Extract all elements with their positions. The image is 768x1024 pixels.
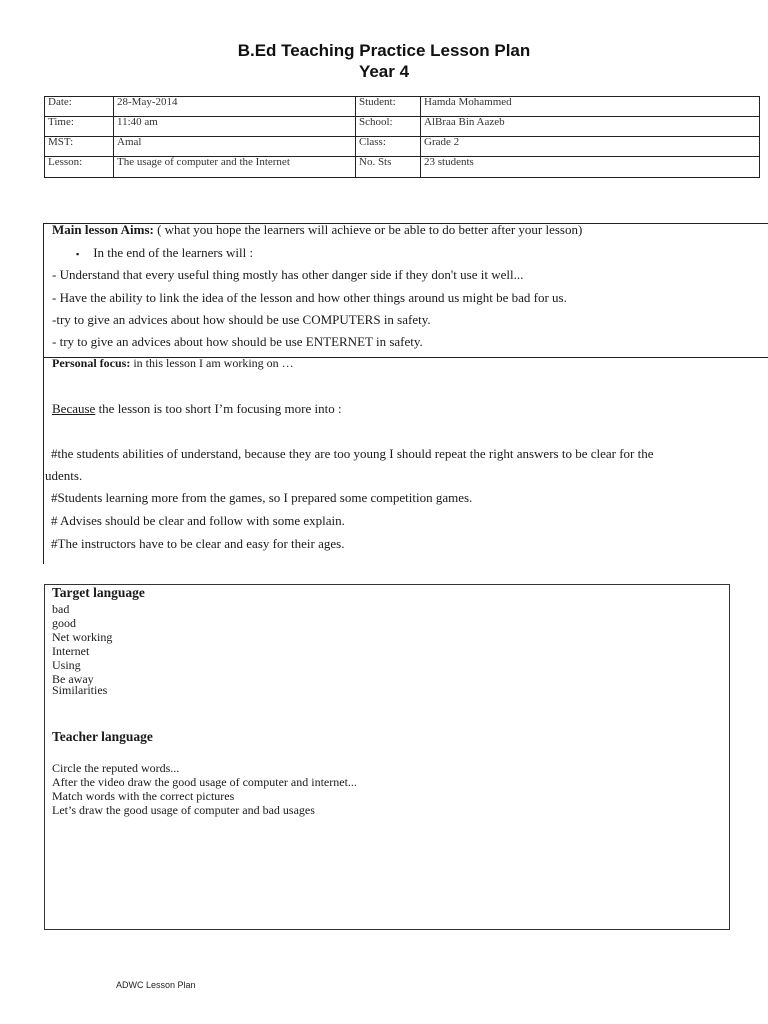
date-value: 28-May-2014 xyxy=(114,97,356,117)
school-label: School: xyxy=(356,117,421,137)
lesson-value: The usage of computer and the Internet xyxy=(114,157,356,178)
aims-item: - try to give an advices about how should be use ENTERNET in safety. xyxy=(52,334,423,349)
time-value: 11:40 am xyxy=(114,117,356,137)
target-word: Be away xyxy=(52,672,94,686)
target-language-heading: Target language xyxy=(52,585,145,600)
aims-item: - Understand that every useful thing mostly has other danger side if they don't use it well... xyxy=(52,267,524,282)
mst-label: MST: xyxy=(45,137,114,157)
school-value: AlBraa Bin Aazeb xyxy=(421,117,760,137)
focus-heading-note: in this lesson I am working on … xyxy=(130,356,294,370)
aims-heading: Main lesson Aims: xyxy=(52,222,154,237)
table-row xyxy=(45,97,760,117)
focus-item: udents. xyxy=(45,468,83,483)
focus-heading-line xyxy=(52,356,294,371)
teacher-language-heading: Teacher language xyxy=(52,729,153,744)
teacher-line: Match words with the correct pictures xyxy=(52,789,235,803)
footer-text: ADWC Lesson Plan xyxy=(116,980,196,990)
focus-item: # Advises should be clear and follow with some explain. xyxy=(51,513,345,528)
target-word: bad xyxy=(52,602,70,616)
focus-item: #the students abilities of understand, because they are too young I should repeat the right answers to be clear for the xyxy=(51,446,654,461)
title-main: B.Ed Teaching Practice Lesson Plan xyxy=(237,41,531,60)
target-word: Internet xyxy=(52,644,90,658)
page-title xyxy=(0,40,768,82)
teacher-line: After the video draw the good usage of computer and internet... xyxy=(52,775,357,789)
table-row xyxy=(45,157,760,178)
teacher-line: Let’s draw the good usage of computer and bad usages xyxy=(52,803,315,817)
table-row xyxy=(45,137,760,157)
aims-bullet-line xyxy=(76,245,253,261)
mst-value: Amal xyxy=(114,137,356,157)
target-word: Net working xyxy=(52,630,113,644)
table-row xyxy=(45,117,760,137)
student-label: Student: xyxy=(356,97,421,117)
teacher-line: Circle the reputed words... xyxy=(52,761,180,775)
focus-item: #Students learning more from the games, so I prepared some competition games. xyxy=(51,490,473,505)
target-word: Using xyxy=(52,658,81,672)
because-word: Because xyxy=(52,401,96,416)
lesson-info-table xyxy=(44,96,760,178)
title-year: Year 4 xyxy=(358,62,410,81)
no-sts-value: 23 students xyxy=(421,157,760,178)
main-lesson-aims-section xyxy=(43,223,768,358)
aims-bullet-text: In the end of the learners will : xyxy=(93,245,254,260)
aims-heading-line xyxy=(52,222,582,238)
class-value: Grade 2 xyxy=(421,137,760,157)
no-sts-label: No. Sts xyxy=(356,157,421,178)
because-rest: the lesson is too short I’m focusing more into : xyxy=(95,401,342,416)
focus-because-line xyxy=(52,401,342,417)
class-label: Class: xyxy=(356,137,421,157)
aims-heading-note: ( what you hope the learners will achieve or be able to do better after your lesson) xyxy=(153,222,583,237)
aims-item: -try to give an advices about how should be use COMPUTERS in safety. xyxy=(52,312,431,327)
focus-item: #The instructors have to be clear and easy for their ages. xyxy=(51,536,345,551)
target-word: good xyxy=(52,616,76,630)
target-word: Similarities xyxy=(52,683,108,697)
language-section xyxy=(44,584,730,930)
personal-focus-section xyxy=(43,357,768,564)
student-value: Hamda Mohammed xyxy=(421,97,760,117)
lesson-label: Lesson: xyxy=(45,157,114,178)
aims-item: - Have the ability to link the idea of the lesson and how other things around us might be bad for us. xyxy=(52,290,567,305)
time-label: Time: xyxy=(45,117,114,137)
bullet-icon: ▪ xyxy=(76,249,80,259)
focus-heading: Personal focus: xyxy=(52,356,131,370)
date-label: Date: xyxy=(45,97,114,117)
